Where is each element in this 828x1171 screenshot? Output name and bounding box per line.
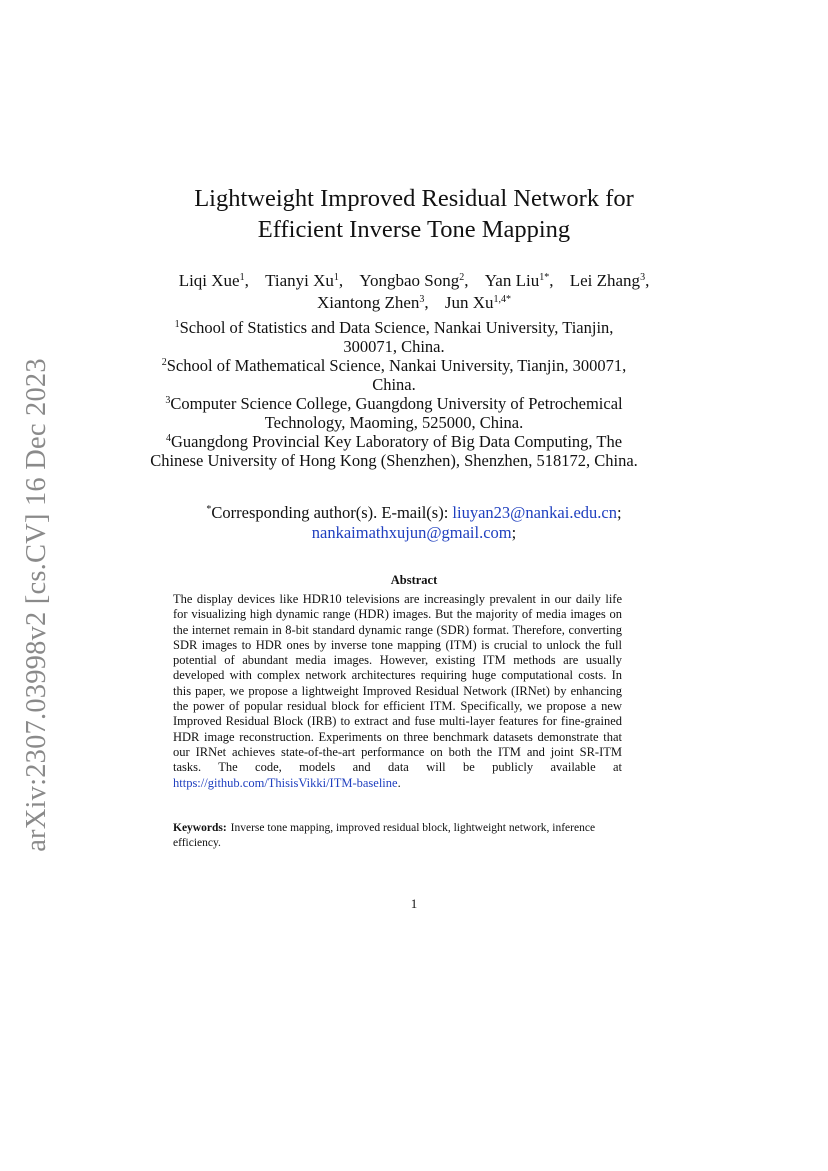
author: Xiantong Zhen$^3$, bbox=[316, 293, 429, 312]
abstract-heading: Abstract bbox=[390, 573, 438, 587]
keywords-text: Inverse tone mapping, improved residual block, lightweight network, inference efficiency. bbox=[173, 822, 596, 849]
corresponding-authors: *Corresponding author(s). E-mail(s): liuyan23@nankai.edu.cn; nankaimathxujun@gmail.com; bbox=[206, 503, 622, 542]
affiliations bbox=[150, 318, 638, 470]
author: Yan Liu$^{1*}$, bbox=[484, 271, 554, 290]
affiliation: $^3$Computer Science College, Guangdong University of Petrochemical Technology, Maoming, 525000, China. bbox=[165, 394, 623, 432]
author-line-2 bbox=[0, 292, 828, 314]
author: Jun $Xu^{1,4*}$ bbox=[444, 293, 512, 312]
affiliation: $^2$School of Mathematical Science, Nankai University, Tianjin, 300071, China. bbox=[161, 356, 627, 394]
affiliation: $^4$Guangdong Provincial Key Laboratory of Big Data Computing, The Chinese University of Hong Kong (Shenzhen), Shenzhen, 518172, China. bbox=[150, 432, 638, 470]
title-line-1: Lightweight Improved Residual Network for bbox=[194, 185, 634, 212]
author-line-1 bbox=[0, 270, 828, 292]
abstract-body: The display devices like HDR10 televisions are increasingly prevalent in our daily life for visualizing high dynamic range (HDR) images. But the majority of media images on the internet remain in 8-bit standard dynamic range (SDR) format. Therefore, converting SDR images to HDR ones by inverse tone mapping (ITM) is crucial to unlock the full potential of abundant media images. However, existing ITM methods are usually developed with complex network architectures requiring huge computational costs. In this paper, we propose a lightweight Improved Residual Network (IRNet) by enhancing the power of popular residual block for efficient ITM. Specifically, we propose a new Improved Residual Block (IRB) to extract and fuse multi-layer features for fine-grained HDR image reconstruction. Experiments on three benchmark datasets demonstrate that our IRNet achieves state-of-the-art performance on both the ITM and joint SR-ITM tasks. The code, models and data will be publicly available at https://github.com/ThisisVikki/ITM-baseline. bbox=[173, 592, 622, 790]
paper-title bbox=[0, 183, 828, 245]
affiliation: $^1$School of Statistics and Data Science, Nankai University, Tianjin, 300071, China. bbox=[174, 318, 614, 356]
arxiv-id: arXiv:2307.03998v2 [cs.CV] 16 Dec 2023 bbox=[21, 358, 53, 852]
code-link[interactable]: https://github.com/ThisisVikki/ITM-baseline bbox=[173, 775, 398, 790]
keywords bbox=[173, 821, 622, 850]
page-number: 1 bbox=[410, 896, 418, 911]
title-line-2: Efficient Inverse Tone Mapping bbox=[257, 216, 571, 243]
email-link[interactable]: liuyan23@nankai.edu.cn bbox=[452, 503, 617, 522]
arxiv-stamp bbox=[14, 360, 60, 850]
keywords-label: Keywords: bbox=[173, 822, 227, 834]
author: Yongbao Song$^2$, bbox=[359, 271, 469, 290]
author: Liqi Xue$^1$, bbox=[178, 271, 249, 290]
email-link[interactable]: nankaimathxujun@gmail.com bbox=[311, 523, 512, 542]
author: Tianyi Xu$^1$, bbox=[265, 271, 344, 290]
author: Lei Zhang$^3$, bbox=[569, 271, 650, 290]
author-list bbox=[0, 270, 828, 314]
